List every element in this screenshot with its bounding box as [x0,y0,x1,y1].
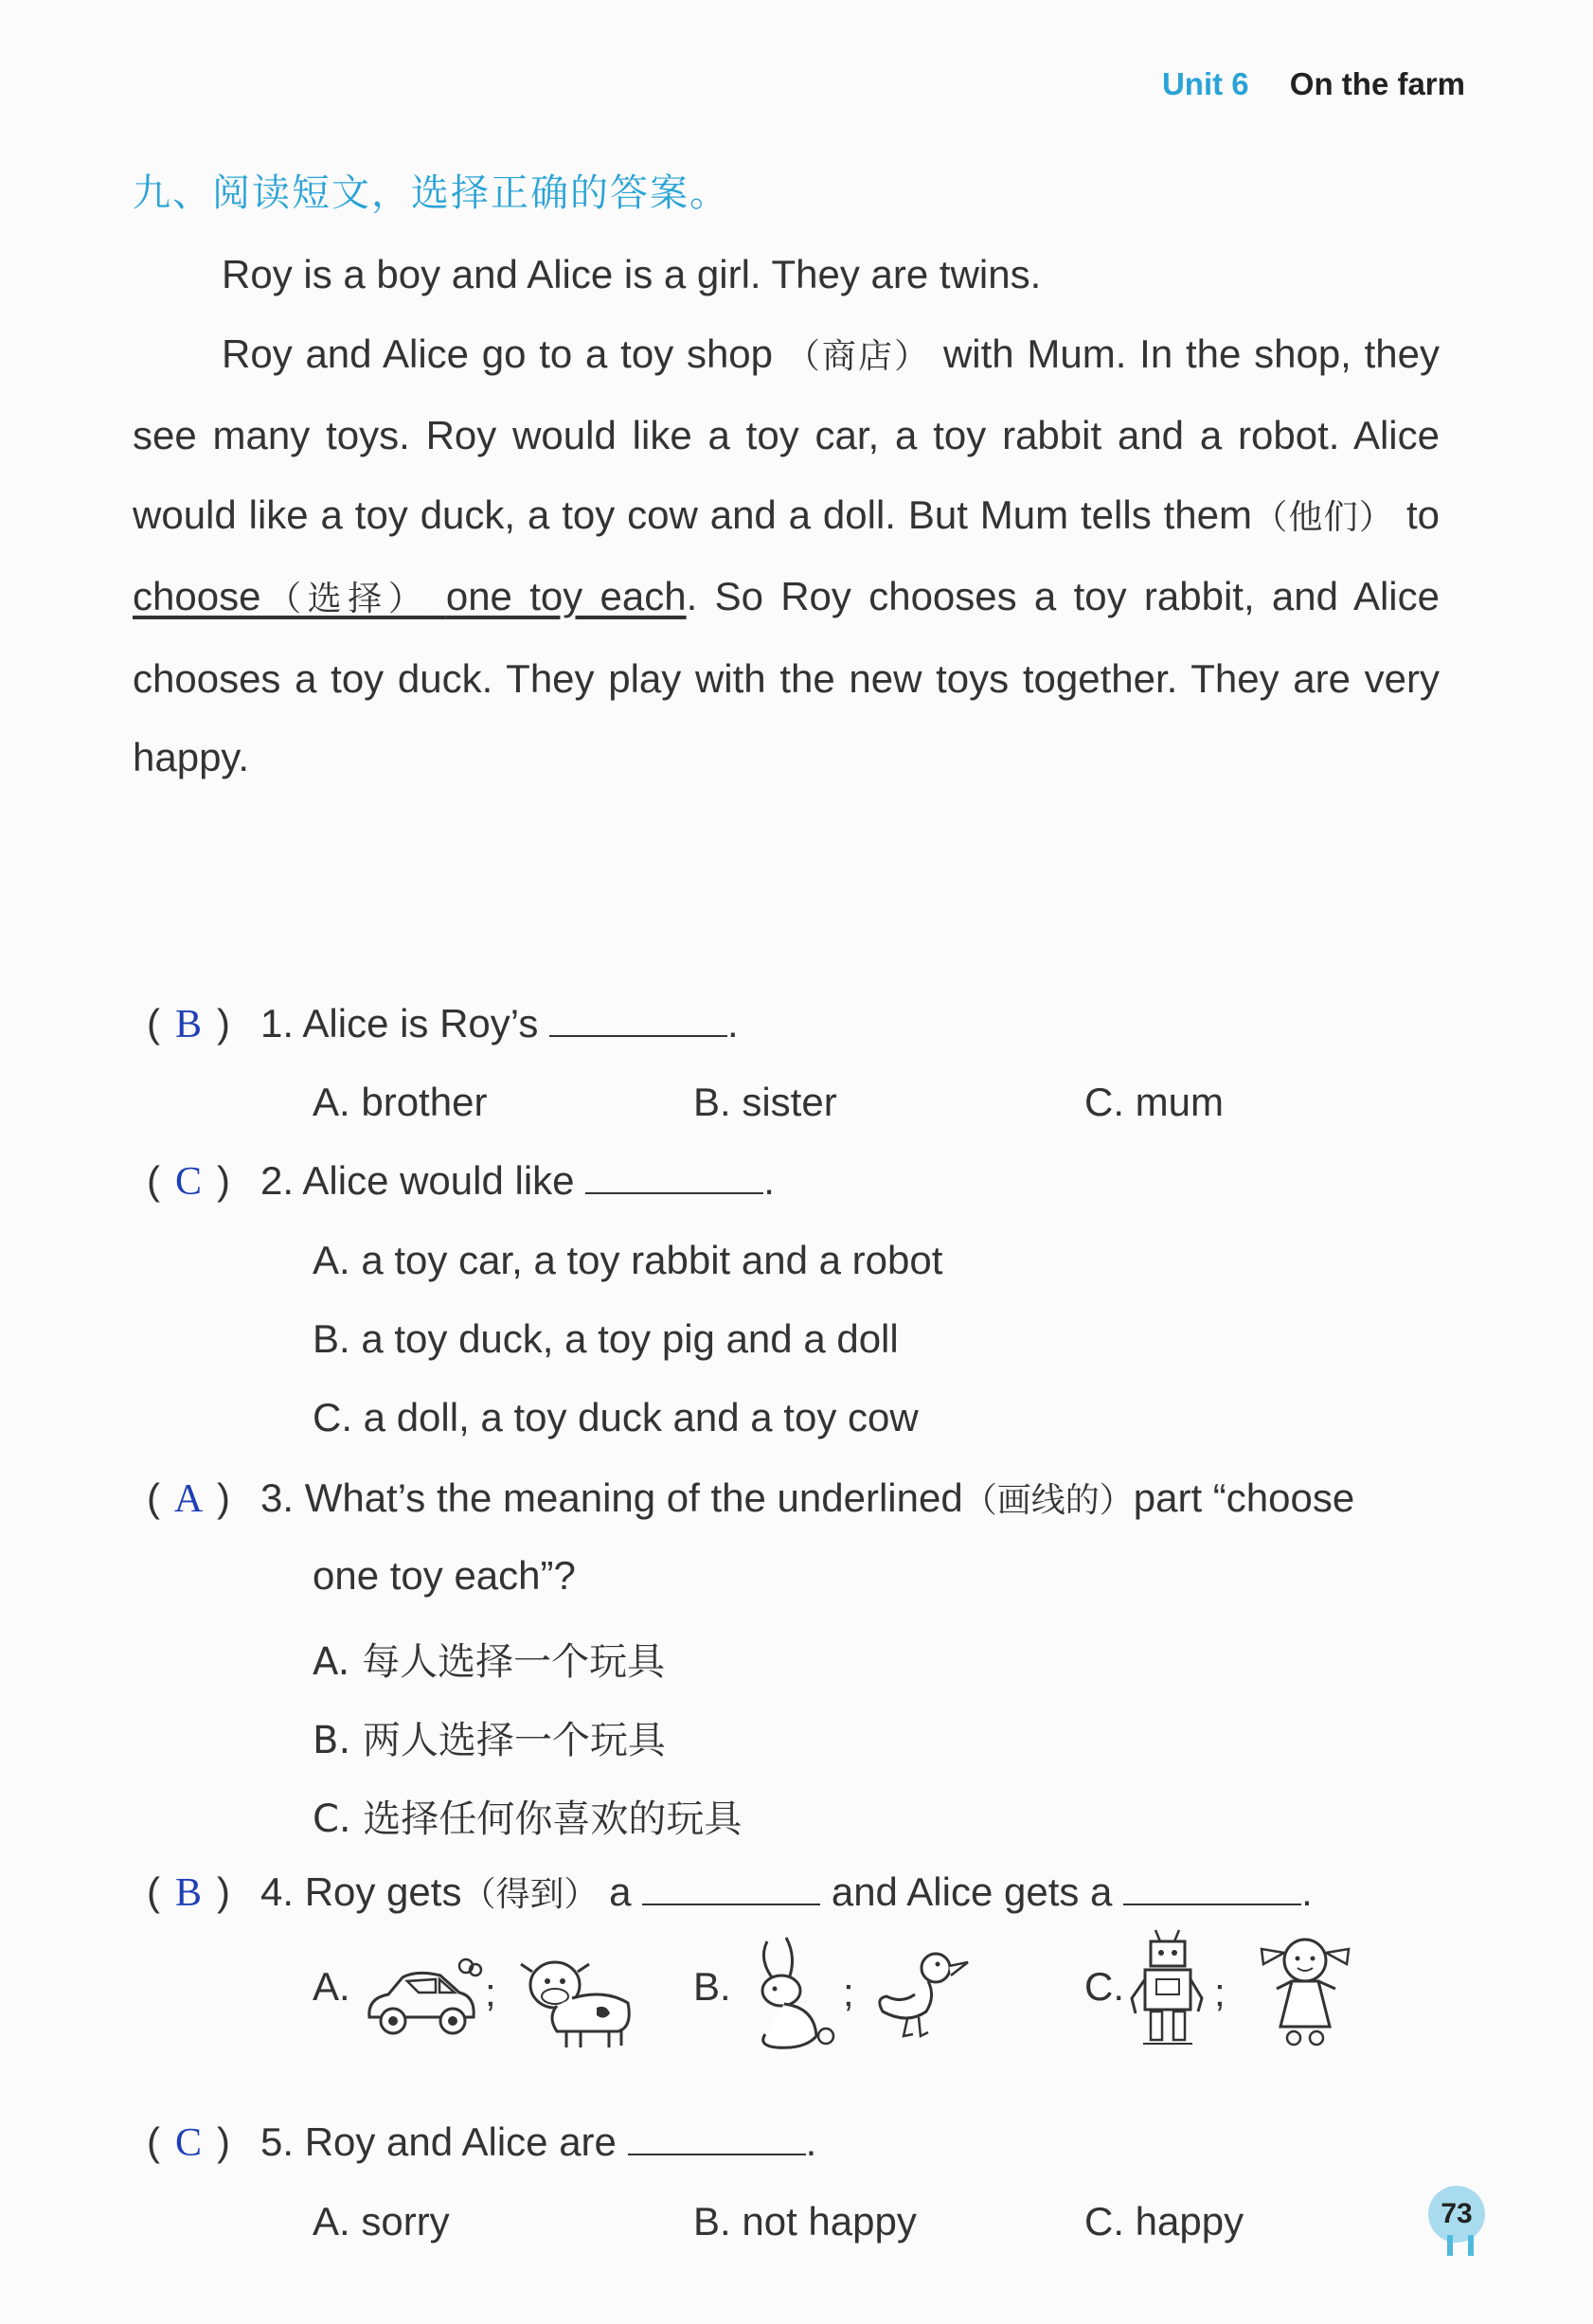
underlined-part: choose（选择） one toy each [133,574,687,618]
question-4: ( B ) 4. Roy gets（得到） a and Alice gets a . [147,1869,1313,1915]
answer-5: C [174,2121,202,2165]
q3-option-b: B. 两人选择一个玩具 [313,1719,666,1762]
passage-paragraph-2: Roy and Alice go to a toy shop （商店） with Mum. In the shop, they see many toys. Roy would like a toy car, a toy rabbit and a robot. Alice would like a toy duck, a toy cow and a doll. But Mum tells them（他们） to choose（选择） one toy each. So Roy chooses a toy rabbit, and Alice chooses a toy duck. They play with the new toys together. They are very happy. [133,331,1440,779]
car-icon [360,1951,483,2046]
q1-option-c: C. mum [1084,1080,1224,1124]
page-header [1162,66,1465,102]
q5-option-a: A. sorry [313,2199,450,2244]
q2-option-a: A. a toy car, a toy rabbit and a robot [313,1238,943,1282]
doll-icon [1248,1932,1362,2050]
q4-option-a: A. [313,1964,350,2009]
q3-option-a: A. 每人选择一个玩具 [313,1640,666,1684]
q2-option-b: B. a toy duck, a toy pig and a doll [313,1316,899,1361]
q1-option-b: B. sister [693,1080,837,1124]
answer-2: C [174,1160,202,1204]
answer-1: B [174,1003,202,1046]
unit-label: Unit 6 [1161,66,1249,101]
duck-icon [869,1949,974,2044]
passage-paragraph-1: Roy is a boy and Alice is a girl. They are twins. [222,252,1042,296]
gloss-them: （他们） [1251,497,1395,537]
rabbit-icon [739,1932,843,2055]
answer-3: A [173,1477,204,1521]
blank [628,2125,806,2155]
question-1: ( B ) 1. Alice is Roy’s . [147,1001,739,1046]
question-2: ( C ) 2. Alice would like . [147,1158,775,1204]
question-3: ( A ) 3. What’s the meaning of the underlined（画线的）part “choose [147,1475,1355,1521]
reading-passage [133,235,1440,797]
blank [549,1007,727,1037]
robot-icon [1122,1926,1212,2049]
q4-option-c: C. [1084,1964,1124,2009]
section-title: 九、阅读短文，选择正确的答案。 [133,171,729,215]
q2-option-c: C. a doll, a toy duck and a toy cow [313,1395,919,1439]
q3-option-c: C. 选择任何你喜欢的玩具 [313,1797,743,1841]
blank [585,1164,763,1194]
workbook-page: Unit 6 On the farm 九、阅读短文，选择正确的答案。 Roy is a boy and Alice is a girl. They are twins. Roy and Alice go to a toy shop （商店） with Mum. In the shop, they see many toys. Roy would like a toy car, a toy rabbit and a robot. Alice would like a toy duck, a toy cow and a doll. But Mum tells them（他们） to choose（选择） one toy each. So Roy chooses a toy rabbit, and Alice chooses a toy duck. They play with the new toys together. They are very happy. ( B ) 1. Alice is Roy’s . A. brother B. sister C. mum ( C ) 2. Alice would like . A. a toy car, a toy rabbit and a robot B. a toy duck, a toy pig and a doll C. a doll, a toy duck and a toy cow ( A ) 3. What’s the meaning of the underlined（画线的）part “choose one toy each”? A. 每人选择一个玩具 B. 两人选择一个玩具 C. 选择任何你喜欢的玩具 ( B ) 4. Roy gets（得到） a and Alice gets a . A. B. C. ; ; ; ( C ) 5. Roy and Alice are . A. sorry B. not happy C. happy 73 [0,0,1593,2324]
page-number-decoration [1447,2235,1453,2256]
blank [642,1875,820,1905]
q5-option-c: C. happy [1084,2199,1244,2244]
page-number-decoration [1468,2235,1474,2256]
q3-stem-continued: one toy each”? [313,1553,576,1598]
unit-title: On the farm [1289,66,1465,101]
cow-icon [519,1951,637,2055]
page-number: 73 [1428,2186,1485,2243]
answer-4: B [174,1871,202,1915]
q5-option-b: B. not happy [693,2199,917,2244]
question-5: ( C ) 5. Roy and Alice are . [147,2119,817,2165]
q1-option-a: A. brother [313,1080,488,1124]
gloss-shop: （商店） [785,336,931,376]
blank [1123,1875,1301,1905]
q4-option-b: B. [693,1964,731,2009]
